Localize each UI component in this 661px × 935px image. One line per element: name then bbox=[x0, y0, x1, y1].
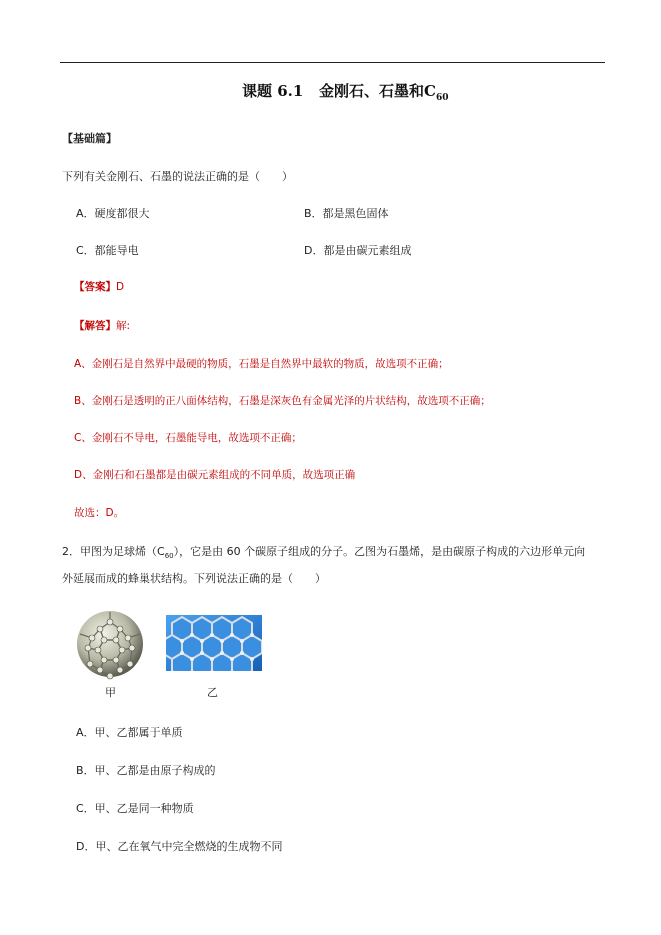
q1-explanation-d: D、金刚石和石墨都是由碳元素组成的不同单质，故选项正确 bbox=[74, 469, 356, 481]
q1-explain-heading bbox=[74, 318, 130, 333]
q2-stem-line2: 外延展而成的蜂巢状结构。下列说法正确的是（ ） bbox=[62, 572, 326, 585]
q1-explanation-b: B、金刚石是透明的正八面体结构，石墨是深灰色有金属光泽的片状结构，故选项不正确； bbox=[74, 395, 491, 407]
title-main: 金刚石、石墨和C bbox=[319, 82, 436, 100]
graphene-image bbox=[166, 615, 262, 671]
q2-line1-b: ），它是由 60 个碳原子组成的分子。乙图为石墨烯，是由碳原子构成的六边形单元向 bbox=[173, 545, 586, 558]
q2-line1-a: 2．甲图为足球烯（C bbox=[62, 545, 165, 558]
answer-label: 【答案】 bbox=[74, 281, 116, 293]
q1-option-d: D．都是由碳元素组成 bbox=[304, 244, 412, 257]
q1-explanation-a: A、金刚石是自然界中最硬的物质，石墨是自然界中最软的物质，故选项不正确； bbox=[74, 358, 449, 370]
q2-line1-sub: 60 bbox=[164, 552, 174, 561]
header-rule bbox=[60, 62, 605, 63]
q1-stem: 下列有关金刚石、石墨的说法正确的是（ ） bbox=[62, 170, 293, 183]
q2-option-a: A．甲、乙都属于单质 bbox=[76, 726, 183, 739]
q2-option-d: D．甲、乙在氧气中完全燃烧的生成物不同 bbox=[76, 840, 283, 853]
page-title bbox=[242, 80, 448, 103]
q2-stem-line1 bbox=[62, 543, 585, 560]
q2-option-b: B．甲、乙都是由原子构成的 bbox=[76, 764, 216, 777]
q1-explanation-c: C、金刚石不导电，石墨能导电，故选项不正确； bbox=[74, 432, 302, 444]
q1-option-c: C．都能导电 bbox=[76, 244, 139, 257]
fullerene-image bbox=[74, 608, 146, 680]
title-subscript: 60 bbox=[435, 93, 449, 103]
q1-option-b: B．都是黑色固体 bbox=[304, 207, 389, 220]
explain-label: 【解答】 bbox=[74, 320, 116, 332]
section-label: 【基础篇】 bbox=[62, 132, 117, 145]
q1-answer bbox=[74, 279, 124, 294]
explain-suffix: 解: bbox=[116, 320, 131, 332]
title-prefix: 课题 6.1 bbox=[242, 82, 304, 100]
answer-value: D bbox=[116, 281, 125, 293]
figure-label-jia: 甲 bbox=[105, 686, 116, 699]
q1-choice: 故选：D。 bbox=[74, 507, 125, 519]
q2-option-c: C．甲、乙是同一种物质 bbox=[76, 802, 194, 815]
figure-label-yi: 乙 bbox=[207, 686, 218, 699]
q1-option-a: A．硬度都很大 bbox=[76, 207, 150, 220]
